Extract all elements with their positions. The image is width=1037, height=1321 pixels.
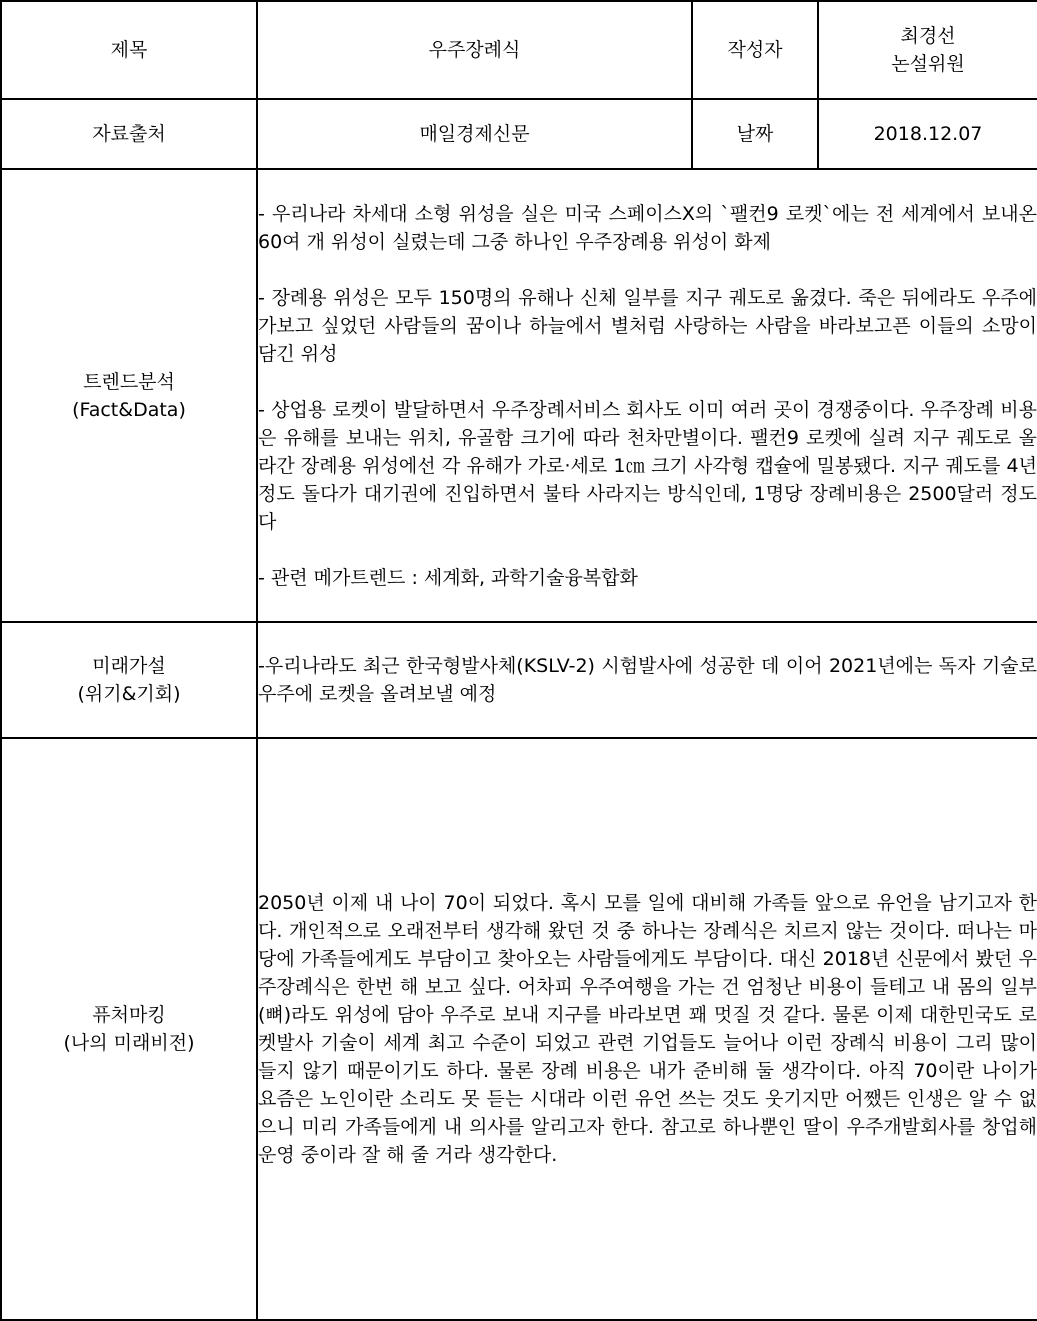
paragraph-spacer [258,368,1037,396]
trend-row [1,169,1037,622]
paragraph-spacer [258,536,1037,564]
trend-label-main: 트렌드분석 [83,370,175,393]
source-value: 매일경제신문 [257,99,692,169]
trend-paragraph-1: - 우리나라 차세대 소형 위성을 실은 미국 스페이스X의 `팰컨9 로켓`에는 전 세계에서 보내온 60여 개 위성이 실렸는데 그중 하나인 우주장례용 위성이 화제 [258,202,1037,253]
date-label: 날짜 [692,99,818,169]
future-label-main: 미래가설 [92,655,166,677]
title-value: 우주장례식 [257,1,692,99]
marking-row [1,738,1037,1320]
trend-content [257,169,1037,622]
marking-label-main: 퓨처마킹 [92,1004,166,1026]
author-name: 최경선 [900,25,956,47]
marking-label-sub: (나의 미래비전) [63,1032,195,1054]
trend-paragraph-4: - 관련 메가트렌드 : 세계화, 과학기술융복합화 [258,566,638,589]
trend-paragraph-2: - 장례용 위성은 모두 150명의 유해나 신체 일부를 지구 궤도로 옮겼다. 죽은 뒤에라도 우주에 가보고 싶었던 사람들의 꿈이나 하늘에서 별처럼 사랑하는 사람을 바라보고픈 이들의 소망이 담긴 위성 [258,286,1037,365]
future-label [1,622,257,738]
source-row [1,99,1037,169]
marking-content [257,738,1037,1320]
author-cell [818,1,1037,99]
future-text: -우리나라도 최근 한국형발사체(KSLV-2) 시험발사에 성공한 데 이어 2021년에는 독자 기술로 우주에 로켓을 올려보낼 예정 [258,655,1037,705]
marking-label [1,738,257,1320]
author-role: 논설위원 [891,53,965,75]
title-row [1,1,1037,99]
trend-label [1,169,257,622]
marking-text: 2050년 이제 내 나이 70이 되었다. 혹시 모를 일에 대비해 가족들 앞으로 유언을 남기고자 한다. 개인적으로 오래전부터 생각해 왔던 것 중 하나는 장례식은 치르지 않는 것이다. 떠나는 마당에 가족들에게도 부담이고 찾아오는 사람들에게도 부담이다. 대신 2018년 신문에서 봤던 우주장례식은 한번 해 보고 싶다. 어차피 우주여행을 가는 건 엄청난 비용이 들테고 내 몸의 일부(뼈)라도 위성에 담아 우주로 보내 지구를 바라보면 꽤 멋질 것 같다. 물론 이제 대한민국도 로켓발사 기술이 세계 최고 수준이 되었고 관련 기업들도 늘어나 이런 장례식 비용이 그리 많이 들지 않기 때문이기도 하다. 물론 장례 비용은 내가 준비해 둘 생각이다. 아직 70이란 나이가 요즘은 노인이란 소리도 못 듣는 시대라 이런 유언 쓰는 것도 웃기지만 어쨌든 인생은 알 수 없으니 미리 가족들에게 내 의사를 알리고자 한다. 참고로 하나뿐인 딸이 우주개발회사를 창업해 운영 중이라 잘 해 줄 거라 생각한다. [258,892,1037,1166]
trend-paragraph-3: - 상업용 로켓이 발달하면서 우주장례서비스 회사도 이미 여러 곳이 경쟁중이다. 우주장례 비용은 유해를 보내는 위치, 유골함 크기에 따라 천차만별이다. 팰컨9 로켓에 실려 지구 궤도로 올라간 장례용 위성에선 각 유해가 가로·세로 1㎝ 크기 사각형 캡슐에 밀봉됐다. 지구 궤도를 4년 정도 돌다가 대기권에 진입하면서 불타 사라지는 방식인데, 1명당 장례비용은 2500달러 정도다 [258,398,1037,533]
paragraph-spacer [258,256,1037,284]
future-content [257,622,1037,738]
title-label: 제목 [1,1,257,99]
source-label: 자료출처 [1,99,257,169]
future-row [1,622,1037,738]
trend-label-sub: (Fact&Data) [72,398,186,421]
future-label-sub: (위기&기회) [77,683,181,705]
date-value: 2018.12.07 [818,99,1037,169]
author-label: 작성자 [692,1,818,99]
